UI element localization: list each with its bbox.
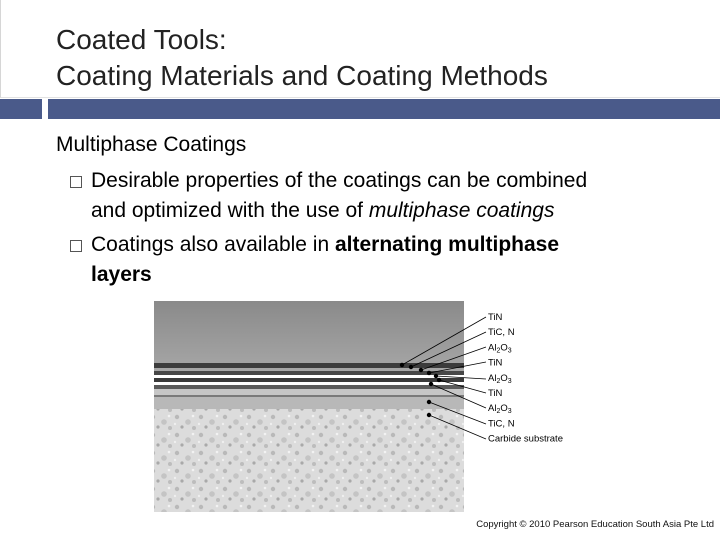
layer-band <box>154 389 464 395</box>
bullet-1-line-1: Desirable properties of the coatings can be combined <box>91 169 588 192</box>
leader-dot <box>400 363 404 367</box>
bullet-2-line-1 <box>91 230 691 260</box>
title-line-1: Coated Tools: <box>56 24 227 55</box>
bullet-1-line-2 <box>91 196 691 226</box>
bullet-1-text <box>91 166 691 226</box>
layer-label: $Al_2O_3$ <box>488 342 512 355</box>
leader-dot <box>427 371 431 375</box>
layer-label: $Al_2O_3$ <box>488 372 512 385</box>
leader-dot <box>434 374 438 378</box>
layer-label: TiN <box>488 388 503 399</box>
layer-band <box>154 378 464 382</box>
layer-band <box>154 371 464 375</box>
hollow-square-bullet-icon <box>70 240 82 252</box>
coating-region <box>154 301 464 371</box>
bullet-2-bold: alternating multiphase <box>334 233 560 256</box>
title-area <box>0 0 720 98</box>
layer-label: TiN <box>488 357 503 369</box>
bullet-2-text <box>91 230 691 290</box>
coating-micrograph-figure <box>149 287 581 515</box>
bullet-2-line-2: layers <box>91 263 152 286</box>
leader-dot <box>409 365 413 369</box>
title-line-2: Coating Materials and Coating Methods <box>56 60 548 91</box>
accent-bar <box>48 99 720 119</box>
layer-label: TiC, N <box>488 327 515 339</box>
leader-dot <box>427 413 431 417</box>
layer-label: TiN <box>488 312 503 323</box>
leader-dot <box>429 382 433 386</box>
layer-label: TiC, N <box>488 418 515 430</box>
hollow-square-bullet-icon <box>70 176 82 188</box>
leader-dot <box>437 378 441 382</box>
leader-dot <box>419 368 423 372</box>
copyright-notice: Copyright © 2010 Pearson Education South Asia Pte Ltd <box>476 519 714 530</box>
section-heading: Multiphase Coatings <box>56 133 247 156</box>
bullet-2-plain: Coatings also available in <box>91 233 335 256</box>
carbide-substrate-region <box>154 409 464 512</box>
layer-band <box>154 395 464 397</box>
layer-band <box>154 385 464 389</box>
slide-title <box>56 22 548 94</box>
accent-square <box>0 99 42 119</box>
micrograph-svg <box>149 287 581 515</box>
layer-label: $Al_2O_3$ <box>488 403 512 416</box>
bullet-1-plain: and optimized with the use of <box>91 199 369 222</box>
bullet-1-emphasis: multiphase coatings <box>368 199 555 222</box>
layer-label: Carbide substrate <box>488 433 563 445</box>
substrate-transition <box>154 397 464 409</box>
leader-dot <box>427 400 431 404</box>
